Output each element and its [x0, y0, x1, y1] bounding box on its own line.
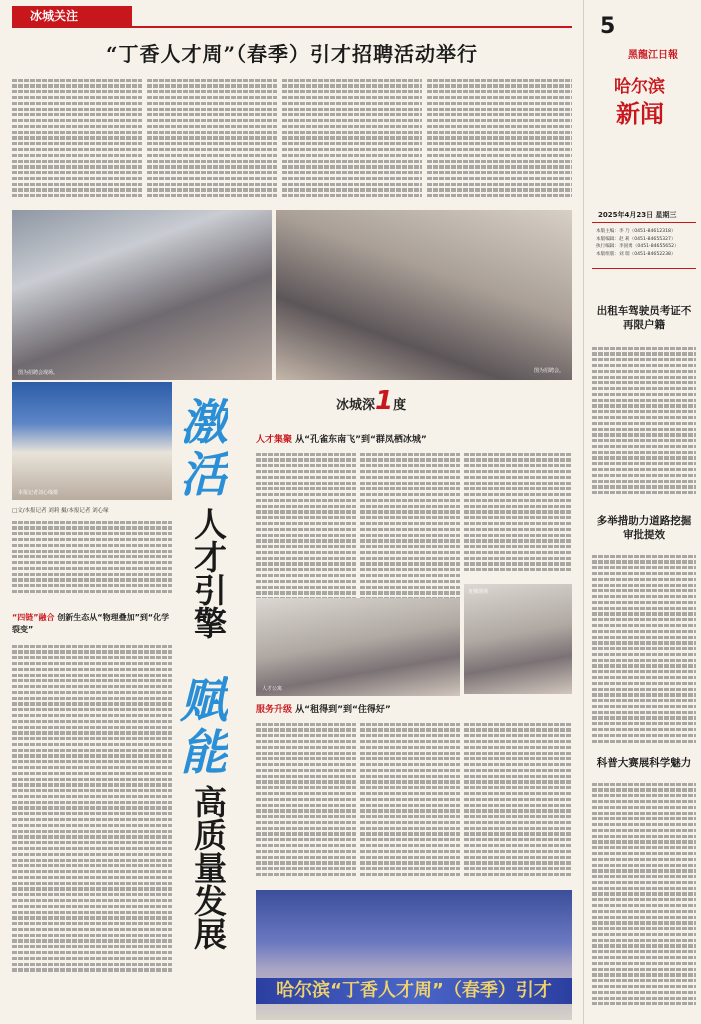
brief-headline-2: 多举措助力道路挖掘审批提效 [596, 515, 692, 541]
brief-body-1 [592, 344, 696, 504]
brief-headline-3: 科普大赛展科学魅力 [596, 757, 692, 769]
right-column [583, 0, 701, 1024]
section-tag: 冰城关注 [12, 6, 132, 26]
feature-intro [12, 518, 172, 606]
staff-line-1: 本版主编：李 乃（0451-84612318） [596, 229, 676, 234]
title-char-2: 活 [180, 449, 229, 501]
job-fair-crowd-photo [12, 210, 272, 380]
staff-list [596, 228, 700, 264]
article-column-1 [12, 76, 142, 206]
page-number: 5 [600, 14, 616, 39]
livestream-photo [464, 584, 572, 694]
section-tag-talent: 人才集聚 [256, 435, 293, 445]
brief-body-2 [592, 552, 696, 752]
title-char-3: 赋 [180, 675, 229, 727]
article-column-4 [427, 76, 572, 206]
section2-col-1 [256, 720, 356, 886]
section2-col-2 [360, 720, 460, 886]
feature-credit: □文/本报记者 刘莉 摄/本报记者 刘心缘 [12, 508, 109, 514]
section-divider [12, 26, 572, 28]
stage-banner: 哈尔滨“丁香人才周”（春季）引才 [256, 978, 572, 1004]
section-tag-service: 服务升级 [256, 705, 293, 715]
title-char-4: 能 [180, 727, 229, 779]
masthead-divider-2 [592, 268, 696, 269]
section2-col-3 [464, 720, 572, 886]
photo-caption-stage: 直播现场 [468, 589, 489, 595]
feature-title-block [176, 395, 252, 995]
photo-caption-office: 人才公寓 [262, 686, 283, 692]
section-tag-innovation: “四链”融合 [12, 613, 55, 622]
brief-headline-1: 出租车驾驶员考证不再限户籍 [596, 305, 692, 331]
edition-news [616, 100, 696, 128]
page-headline: “丁香人才周”（春季）引才招聘活动举行 [105, 42, 478, 66]
title-phrase-2: 高质量发展 [189, 785, 228, 950]
newspaper-name: 黑龍江日報 [628, 50, 678, 61]
talent-apartment-photo [256, 598, 460, 696]
article-column-2 [147, 76, 277, 206]
edition-news-line2: 闻 [640, 100, 664, 128]
section-title-innovation: 创新生态从“物理叠加”到“化学裂变” [12, 613, 170, 634]
section-title-service: 从“租得到”到“住得好” [295, 705, 391, 715]
title-char-1: 激 [180, 397, 229, 449]
section3-col [12, 642, 172, 1020]
staff-line-2: 本版编辑：赵 莉（0451-84655327） [596, 236, 676, 242]
photo-caption-worker: 本报记者刘心缘摄 [18, 490, 59, 496]
photo-caption: 图为招聘会现场。 [18, 370, 59, 376]
recruitment-desk-photo [276, 210, 572, 380]
staff-line-3: 执行编辑：李国勇（0451-84655652） [596, 244, 679, 249]
worker-helmet-photo [12, 382, 172, 500]
section-title-talent: 从“孔雀东南飞”到“群凤栖冰城” [295, 435, 427, 445]
ceremony-stage-photo [256, 890, 572, 1020]
section-heading-innovation [12, 612, 172, 638]
masthead-divider [592, 222, 696, 223]
section-heading-service [256, 702, 572, 716]
article-column-3 [282, 76, 422, 206]
issue-date: 2025年4月23日 星期三 [598, 211, 677, 219]
title-phrase-1: 人才引擎 [189, 507, 228, 639]
staff-line-4: 本版组版：刘 瑞（0451-84652238） [596, 251, 676, 257]
edition-news-line1: 新 [616, 100, 640, 128]
series-suffix: 度 [393, 398, 407, 413]
photo-caption-right: 图为招聘会。 [533, 368, 564, 374]
section1-col-3 [464, 450, 572, 580]
series-number: 1 [375, 386, 394, 416]
series-tag [336, 386, 446, 426]
series-label: 冰城深 [336, 398, 376, 413]
edition-city: 哈尔滨 [614, 77, 665, 97]
brief-body-3 [592, 780, 696, 1020]
section-heading-talent [256, 432, 572, 446]
